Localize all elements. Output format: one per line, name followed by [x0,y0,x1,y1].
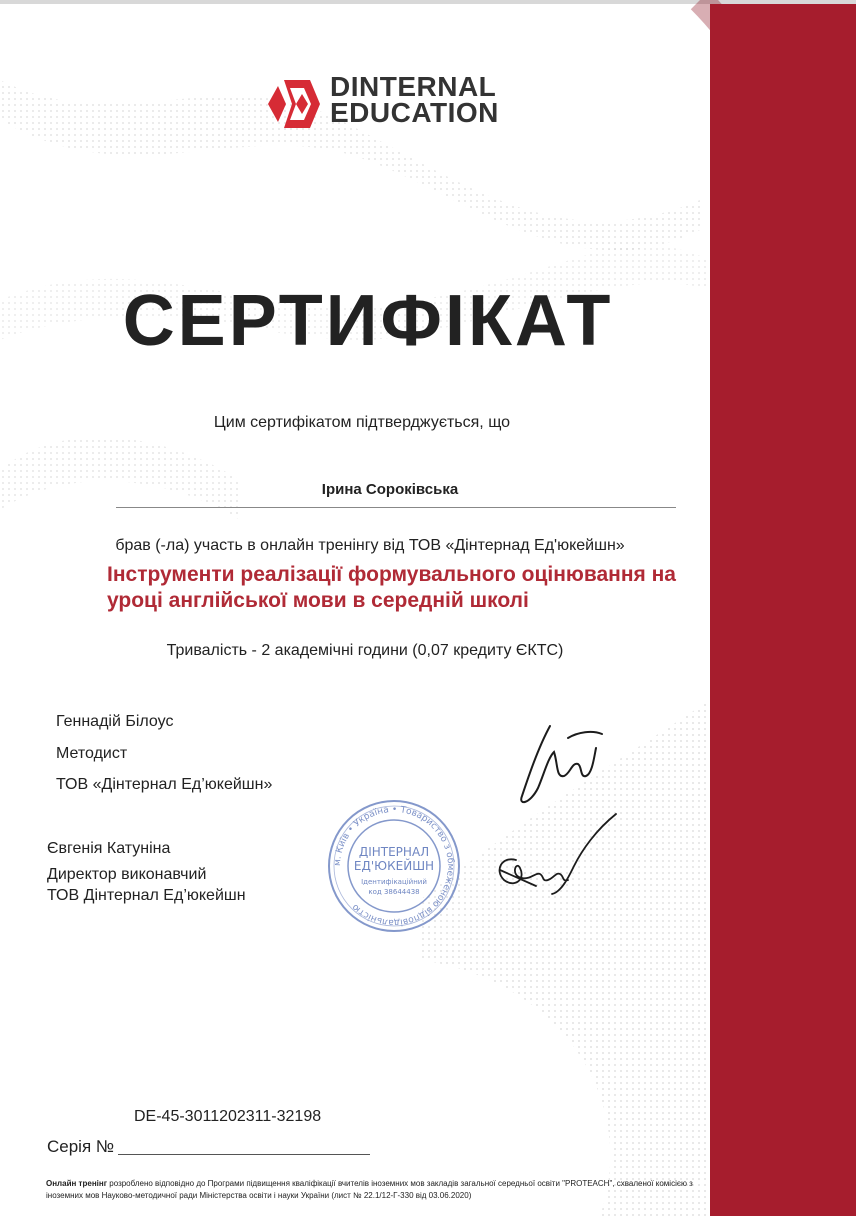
signatory1-org: ТОВ «Дінтернал Ед’юкейшн» [56,776,273,793]
logo-line1: DINTERNAL [330,71,497,102]
signature-1 [508,718,608,818]
signatory1-name: Геннадій Білоус [56,713,174,730]
confirmation-text: Цим сертифікатом підтверджується, що [213,414,511,431]
logo-text [330,71,499,128]
logo-line2: EDUCATION [330,97,499,128]
red-side-band [710,4,856,1216]
name-underline [116,507,676,508]
seal-line1: ДІНТЕРНАЛ [358,845,430,859]
seal-ring-text: м. Київ • Україна • Товариство з обмеженою відповідальністю [332,804,456,928]
seal-line3: Ідентифікаційний [361,878,427,886]
series-underline [118,1154,370,1155]
seal-line2: ЕД'ЮКЕЙШН [353,859,435,873]
footer-note [46,1178,706,1202]
footer-bold: Онлайн тренінг [46,1179,108,1188]
signatory2-name: Євгенія Катуніна [47,840,171,857]
series-label: Серія № [47,1137,115,1156]
logo-cube-icon [266,78,322,130]
signatory2-role: Директор виконавчий [47,866,207,883]
duration-text: Тривалість - 2 академічні години (0,07 кредиту ЄКТС) [166,642,564,659]
footer-text: розроблено відповідно до Програми підвищення кваліфікації вчителів іноземних мов закладів загальної середньої освіти "PROTEACH", схваленої комісією з іноземних мов Науково-методичної ради Міністерства освіти і науки України (лист № 22.1/12-Г-330 від 03.06.2020) [46,1179,693,1200]
participation-text: брав (-ла) участь в онлайн тренінгу від ТОВ «Дінтернад Ед'юкейшн» [115,537,625,554]
seal-line4: код 38644438 [368,888,420,896]
course-title: Інструменти реалізації формувального оцінювання на уроці англійської мови в середній школі [107,563,676,612]
serial-number: DE-45-3011202311-32198 [134,1108,322,1125]
certificate-title: СЕРТИФІКАТ [122,281,614,361]
signatory1-role: Методист [56,745,128,762]
signature-2 [486,810,626,900]
recipient-name: Ірина Сороківська [321,481,459,498]
signatory2-org: ТОВ Дінтернал Ед’юкейшн [47,887,246,904]
company-seal [326,798,462,934]
